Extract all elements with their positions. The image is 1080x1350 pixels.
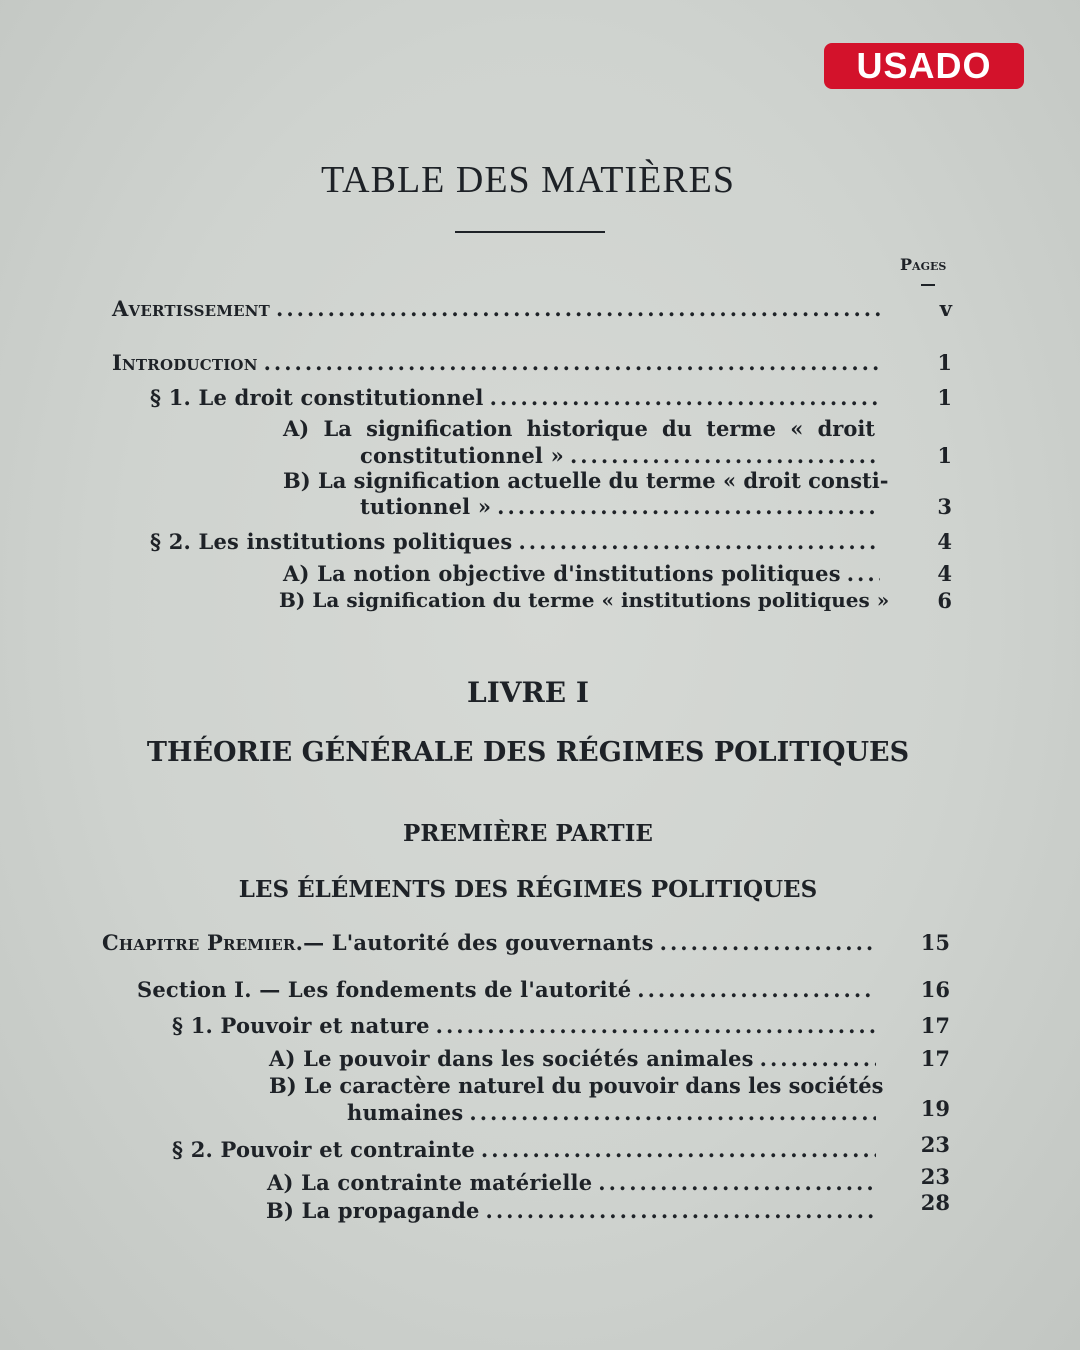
toc-entry-label: A) La notion objective d'institutions politiques <box>283 561 841 586</box>
toc-entry-label: B) La signification actuelle du terme « droit consti- <box>283 468 889 493</box>
pages-header-dash <box>921 284 935 286</box>
toc-entry-label: B) Le caractère naturel du pouvoir dans les sociétés <box>269 1073 884 1098</box>
toc-entry-label: A) Le pouvoir dans les sociétés animales <box>269 1046 754 1071</box>
leader-dots <box>570 443 880 468</box>
leader-dots <box>264 350 880 375</box>
toc-entry-continuation <box>360 443 880 468</box>
toc-entry-label: A) La contrainte matérielle <box>267 1170 593 1195</box>
toc-entry-label: Introduction <box>112 350 258 375</box>
toc-entry-section-1 <box>150 385 880 410</box>
leader-dots <box>481 1137 876 1162</box>
toc-entry-label: B) La propagande <box>266 1198 480 1223</box>
toc-entry-chapter <box>102 930 876 955</box>
toc-entry-continuation <box>360 494 880 519</box>
toc-entry-page: 4 <box>937 561 952 586</box>
title-rule <box>455 231 605 233</box>
toc-entry-introduction <box>112 350 880 375</box>
toc-entry-label: Avertissement <box>112 296 271 321</box>
leader-dots <box>497 494 880 519</box>
toc-entry-label-cont: constitutionnel » <box>360 443 564 468</box>
toc-entry-continuation <box>347 1100 876 1125</box>
used-badge: USADO <box>824 43 1024 89</box>
toc-entry-page: 28 <box>920 1190 950 1215</box>
toc-entry-societes-animales <box>269 1046 876 1071</box>
toc-entry-page: 19 <box>920 1096 950 1121</box>
pages-column-header: Pages <box>900 255 947 274</box>
leader-dots <box>469 1100 876 1125</box>
book-title: THÉORIE GÉNÉRALE DES RÉGIMES POLITIQUES <box>146 737 910 768</box>
toc-entry-section-I <box>137 977 876 1002</box>
toc-entry-page: 4 <box>937 529 952 554</box>
toc-entry-page: 1 <box>937 350 952 375</box>
toc-entry-contrainte-materielle <box>267 1170 876 1195</box>
toc-entry-page: 17 <box>920 1046 950 1071</box>
toc-entry-page: v <box>939 296 952 321</box>
toc-entry-section-2 <box>150 529 880 554</box>
toc-entry-label: § 2. Les institutions politiques <box>150 529 513 554</box>
leader-dots <box>598 1170 876 1195</box>
leader-dots <box>660 930 876 955</box>
toc-entry-page: 3 <box>937 494 952 519</box>
toc-entry-label: Section I. — Les fondements de l'autorité <box>137 977 632 1002</box>
part-title: LES ÉLÉMENTS DES RÉGIMES POLITIQUES <box>238 876 818 903</box>
part-heading: PREMIÈRE PARTIE <box>403 820 653 847</box>
chapter-prefix: Chapitre Premier. <box>102 930 304 955</box>
toc-entry-page: 16 <box>920 977 950 1002</box>
toc-entry-label-cont: humaines <box>347 1100 464 1125</box>
page-title: TABLE DES MATIÈRES <box>321 159 735 201</box>
toc-entry-page: 23 <box>920 1132 950 1157</box>
toc-entry-page: 1 <box>937 443 952 468</box>
leader-dots <box>436 1013 876 1038</box>
leader-dots <box>760 1046 876 1071</box>
leader-dots <box>518 529 880 554</box>
toc-entry-pouvoir-nature <box>172 1013 876 1038</box>
toc-entry-label: § 2. Pouvoir et contrainte <box>172 1137 475 1162</box>
toc-entry-label: § 1. Le droit constitutionnel <box>150 385 484 410</box>
toc-entry-page: 1 <box>937 385 952 410</box>
toc-entry-page: 15 <box>920 930 950 955</box>
toc-entry-notion <box>283 561 880 586</box>
leader-dots <box>847 561 880 586</box>
leader-dots <box>637 977 876 1002</box>
chapter-title: — L'autorité des gouvernants <box>303 930 654 955</box>
toc-entry-propagande <box>266 1198 876 1223</box>
leader-dots <box>486 1198 876 1223</box>
toc-entry-label: B) La signification du terme « institutions politiques » <box>279 588 890 612</box>
toc-entry-label: § 1. Pouvoir et nature <box>172 1013 430 1038</box>
toc-entry-page: 17 <box>920 1013 950 1038</box>
toc-entry-avertissement <box>112 296 880 321</box>
leader-dots <box>490 385 880 410</box>
toc-entry-label-cont: tutionnel » <box>360 494 492 519</box>
toc-entry-page: 23 <box>920 1164 950 1189</box>
toc-entry-label: A) La signification historique du terme « droit <box>283 416 875 441</box>
toc-entry-page: 6 <box>937 588 952 613</box>
leader-dots <box>276 296 880 321</box>
toc-entry-pouvoir-contrainte <box>172 1137 876 1162</box>
book-heading: LIVRE I <box>467 676 589 709</box>
